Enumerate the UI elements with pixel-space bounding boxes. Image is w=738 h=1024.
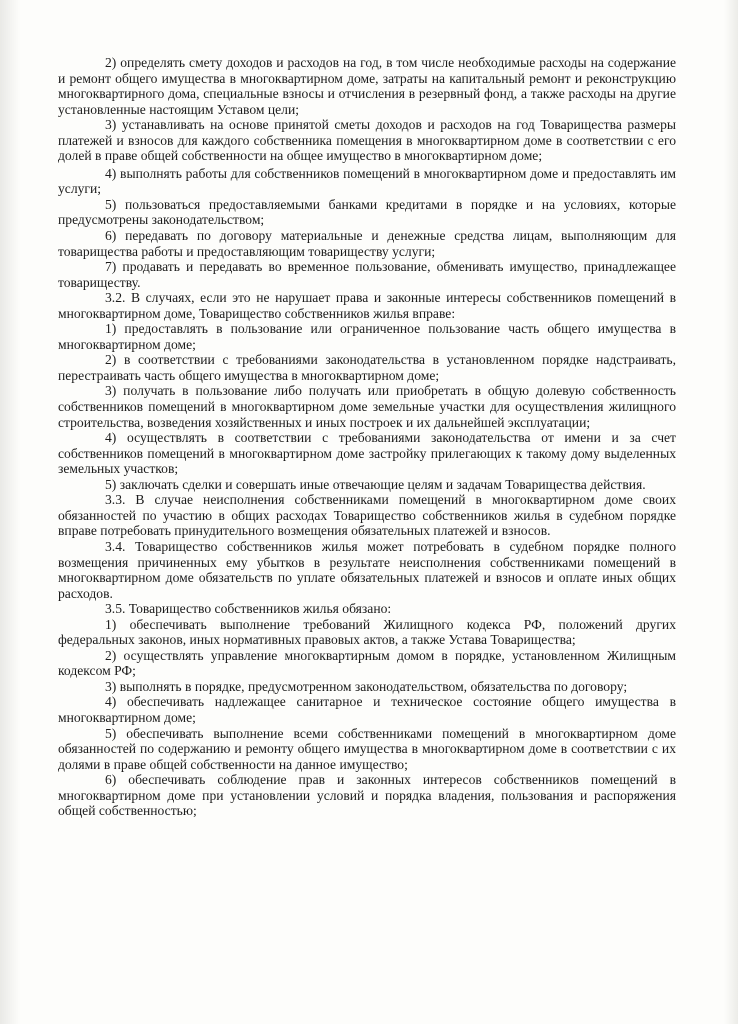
- paragraph: 3.3. В случае неисполнения собственниками помещений в многоквартирном доме своих обязанностей по участию в общих расходах Товарищество собственников жилья в судебном порядке вправе потребовать принудительного возмещения обязательных платежей и взносов.: [58, 492, 676, 539]
- paragraph: 2) осуществлять управление многоквартирным домом в порядке, установленном Жилищным кодексом РФ;: [58, 647, 676, 679]
- paragraph: 5) пользоваться предоставляемыми банками кредитами в порядке и на условиях, которые предусмотрены законодательством;: [58, 196, 676, 228]
- scan-right-edge: [724, 0, 738, 1024]
- paragraph: 2) определять смету доходов и расходов на год, в том числе необходимые расходы на содержание и ремонт общего имущества в многоквартирном доме, затраты на капитальный ремонт и реконструкцию многоквартирного дома, специальные взносы и отчисления в резервный фонд, а также расходы на другие установленные настоящим Уставом цели;: [58, 55, 676, 117]
- paragraph: 2) в соответствии с требованиями законодательства в установленном порядке надстраивать, перестраивать часть общего имущества в многоквартирном доме;: [58, 352, 676, 383]
- paragraph: 3.5. Товарищество собственников жилья обязано:: [105, 601, 392, 617]
- paragraph: 5) заключать сделки и совершать иные отвечающие целям и задачам Товарищества действия.: [105, 476, 646, 492]
- paragraph: 4) осуществлять в соответствии с требованиями законодательства от имени и за счет собственников помещений в многоквартирном доме застройку прилегающих к такому дому выделенных земельных участков;: [58, 430, 676, 477]
- scan-left-edge: [0, 0, 20, 1024]
- paragraph: 3.4. Товарищество собственников жилья может потребовать в судебном порядке полного возмещения причиненных ему убытков в результате неисполнения собственниками помещений в многоквартирном доме обязательств по уплате обязательных платежей и взносов и оплате иных общих расходов.: [58, 538, 676, 601]
- paragraph: 4) выполнять работы для собственников помещений в многоквартирном доме и предоставлять им услуги;: [58, 165, 676, 197]
- paragraph: 7) продавать и передавать во временное пользование, обменивать имущество, принадлежащее товариществу.: [58, 259, 676, 290]
- paragraph: 4) обеспечивать надлежащее санитарное и техническое состояние общего имущества в многоквартирном доме;: [58, 694, 676, 725]
- paragraph: 3.2. В случаях, если это не нарушает права и законные интересы собственников помещений в многоквартирном доме, Товарищество собственников жилья вправе:: [58, 290, 676, 321]
- paragraph: 6) передавать по договору материальные и денежные средства лицам, выполняющим для товарищества работы и предоставляющим товариществу услуги;: [58, 228, 676, 259]
- document-page: [58, 55, 676, 819]
- paragraph: 5) обеспечивать выполнение всеми собственниками помещений в многоквартирном доме обязанностей по содержанию и ремонту общего имущества в многоквартирном доме в соответствии с их долями в праве общей собственности на данное имущество;: [58, 725, 676, 772]
- paragraph: 3) получать в пользование либо получать или приобретать в общую долевую собственность собственников помещений в многоквартирном доме земельные участки для осуществления жилищного строительства, возведения хозяйственных и иных построек и их дальнейшей эксплуатации;: [58, 383, 676, 430]
- paragraph: 3) выполнять в порядке, предусмотренном законодательством, обязательства по договору;: [105, 678, 628, 694]
- paragraph: 1) предоставлять в пользование или ограниченное пользование часть общего имущества в многоквартирном доме;: [58, 321, 676, 352]
- paragraph: 3) устанавливать на основе принятой сметы доходов и расходов на год Товарищества размеры платежей и взносов для каждого собственника помещения в многоквартирном доме в соответствии с его долей в праве общей собственности на общее имущество в многоквартирном доме;: [58, 117, 676, 164]
- paragraph: 6) обеспечивать соблюдение прав и законных интересов собственников помещений в многоквартирном доме при установлении условий и порядка владения, пользования и распоряжения общей собственностью;: [58, 772, 676, 819]
- paragraph: 1) обеспечивать выполнение требований Жилищного кодекса РФ, положений других федеральных законов, иных нормативных правовых актов, а также Устава Товарищества;: [58, 616, 676, 648]
